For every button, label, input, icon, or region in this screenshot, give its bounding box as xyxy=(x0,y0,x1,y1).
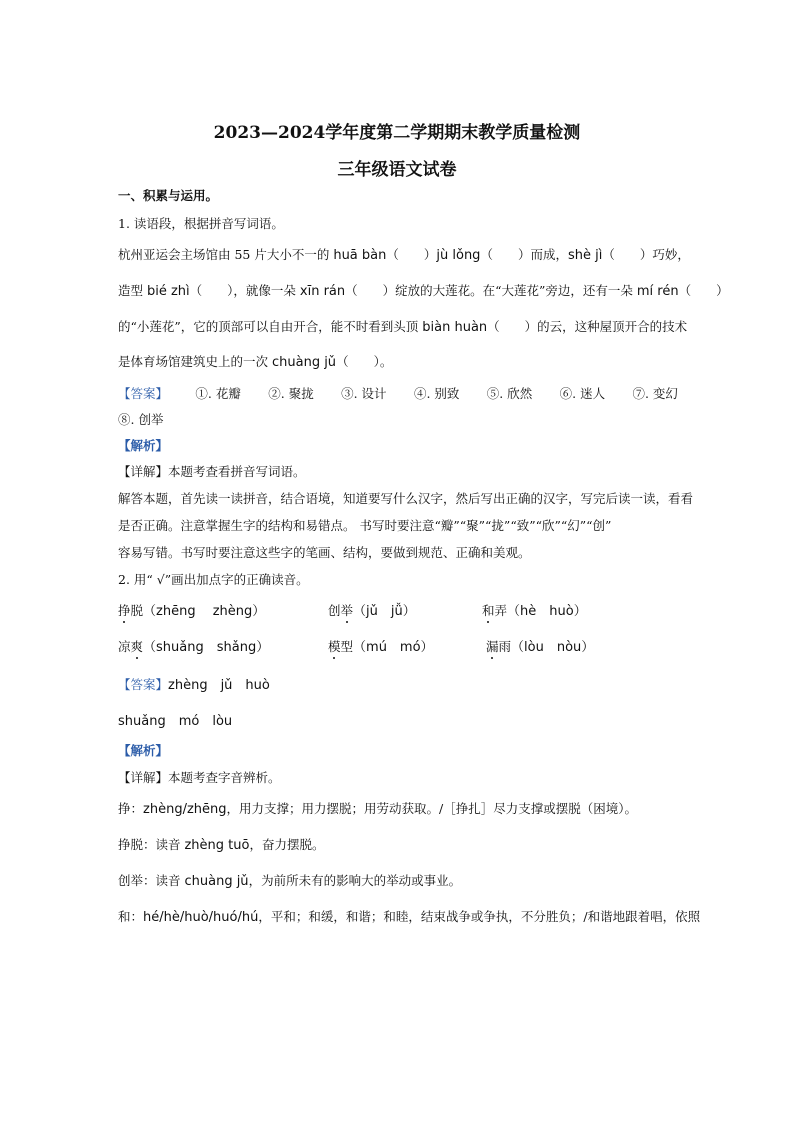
pinyin: xīn rán xyxy=(299,284,346,299)
dotted-char: 漏 xyxy=(486,639,499,654)
dotted-char: 和 xyxy=(482,603,495,618)
text-segment: ，平和；和缓，和谐；和睦，结束战争或争执，不分胜负；/和谐地跟着唱，依照 xyxy=(258,909,701,924)
explanation-line: 容易写错。书写时要注意这些字的笔画、结构，要做到规范、正确和美观。 xyxy=(118,545,531,560)
char: 弄 xyxy=(494,603,508,618)
text-segment: 造型 xyxy=(118,283,147,298)
dotted-char: 模 xyxy=(328,639,341,654)
pinyin: zhèng tuō xyxy=(184,838,250,853)
question-1-line-2 xyxy=(118,281,729,299)
answer-item: ③. 设计 xyxy=(341,386,387,401)
char: 脱 xyxy=(130,603,144,618)
text-segment: 挣： xyxy=(118,801,144,816)
explanation-line xyxy=(118,871,678,889)
answer-item: ⑧. 创举 xyxy=(118,412,164,427)
answer-pinyin: shuǎng mó lòu xyxy=(118,714,233,729)
char: 型 xyxy=(340,639,354,654)
explanation-line xyxy=(118,907,701,925)
question-1-line-1 xyxy=(118,245,690,263)
option-item xyxy=(486,636,594,655)
text-segment: ，用力支撑；用力摆脱；用劳动获取。/［挣扎］尽力支撑或摆脱（困境）。 xyxy=(226,801,637,816)
dotted-char: 举 xyxy=(340,603,354,618)
blank: （ ），就像一朵 xyxy=(189,283,300,298)
question-1-line-3 xyxy=(118,317,688,335)
option-item xyxy=(482,600,587,619)
pinyin: shè jì xyxy=(567,248,603,263)
text-segment: 和： xyxy=(118,909,144,924)
page-title: 2023—2024学年度第二学期期末教学质量检测 xyxy=(213,123,581,143)
text-segment: 挣脱：读音 xyxy=(118,837,185,852)
pinyin: huā bàn xyxy=(333,248,387,263)
question-1-line-4 xyxy=(118,352,678,370)
pinyin-options: （zhēng zhèng） xyxy=(143,604,266,619)
text-segment: 杭州亚运会主场馆由 55 片大小不一的 xyxy=(118,247,334,262)
pinyin: zhèng/zhēng xyxy=(143,802,227,817)
blank: （ ）。 xyxy=(336,354,393,369)
text-segment: 的“小莲花”，它的顶部可以自由开合，能不时看到头顶 xyxy=(118,319,423,334)
answer-row xyxy=(118,384,678,402)
explanation-line xyxy=(118,835,678,853)
pinyin: jù lǒng xyxy=(436,248,481,263)
pinyin: biàn huàn xyxy=(422,320,488,335)
pinyin-options: （jǔ jǚ） xyxy=(353,604,416,619)
dotted-char: 挣 xyxy=(118,603,131,618)
char: 凉 xyxy=(118,639,131,654)
page-subtitle: 三年级语文试卷 xyxy=(337,160,457,180)
answer-item: ②. 聚拢 xyxy=(268,386,314,401)
pinyin: bié zhì xyxy=(146,284,190,299)
explanation-line: 是否正确。注意掌握生字的结构和易错点。 书写时要注意“瓣”“聚”“拢”“致”“欣”“幻”“创” xyxy=(118,518,612,533)
pinyin: chuàng jǔ xyxy=(271,355,337,370)
answer-row xyxy=(118,674,678,693)
blank: （ ） xyxy=(678,283,729,298)
detail-heading: 【详解】本题考查看拼音写词语。 xyxy=(118,464,306,479)
answer-item: ①. 花瓣 xyxy=(195,386,241,401)
dotted-char: 爽 xyxy=(130,639,144,654)
answer-item: ⑥. 迷人 xyxy=(559,386,606,401)
answer-item: ⑤. 欣然 xyxy=(486,386,533,401)
answer-pinyin: zhèng jǔ huò xyxy=(168,678,270,693)
section-heading: 一、积累与运用。 xyxy=(118,188,219,203)
blank: （ ） xyxy=(386,247,437,262)
pinyin: hé/hè/huò/huó/hú xyxy=(143,910,259,925)
answer-item: ④. 别致 xyxy=(413,386,460,401)
pinyin-options: （mú mó） xyxy=(353,640,434,655)
text-segment: 创举：读音 xyxy=(118,873,185,888)
option-item xyxy=(118,636,269,655)
option-item xyxy=(328,600,416,619)
explanation-line xyxy=(118,799,678,817)
pinyin: mí rén xyxy=(636,284,679,299)
text-segment: （ ）的云，这种屋顶开合的技术 xyxy=(487,319,688,334)
answer-tag: 【答案】 xyxy=(118,677,169,692)
text-segment: 是体育场馆建筑史上的一次 xyxy=(118,354,272,369)
answer-item: ⑦. 变幻 xyxy=(632,386,678,401)
pinyin-options: （shuǎng shǎng） xyxy=(143,640,270,655)
explanation-line: 解答本题，首先读一读拼音，结合语境，知道要写什么汉字，然后写出正确的汉字，写完后读一读，看看 xyxy=(118,491,694,506)
question-2-stem: 2. 用“ √”画出加点字的正确读音。 xyxy=(118,572,309,587)
detail-heading: 【详解】本题考查字音辨析。 xyxy=(118,770,281,785)
text-segment: ，为前所未有的影响大的举动或事业。 xyxy=(248,873,462,888)
analysis-tag: 【解析】 xyxy=(118,438,169,453)
blank: （ ）巧妙， xyxy=(602,247,690,262)
pinyin-options: （hè huò） xyxy=(507,604,587,619)
char: 创 xyxy=(328,603,341,618)
option-item xyxy=(118,600,265,619)
blank: （ ）绽放的大莲花。在“大莲花”旁边，还有一朵 xyxy=(345,283,637,298)
char: 雨 xyxy=(498,639,512,654)
answer-tag: 【答案】 xyxy=(118,386,169,401)
blank: （ ）而成， xyxy=(480,247,568,262)
pinyin-options: （lòu nòu） xyxy=(511,640,595,655)
pinyin: chuàng jǔ xyxy=(184,874,249,889)
question-1-stem: 1. 读语段，根据拼音写词语。 xyxy=(118,216,284,231)
text-segment: ，奋力摆脱。 xyxy=(249,837,325,852)
option-item xyxy=(328,636,434,655)
analysis-tag: 【解析】 xyxy=(118,743,169,758)
